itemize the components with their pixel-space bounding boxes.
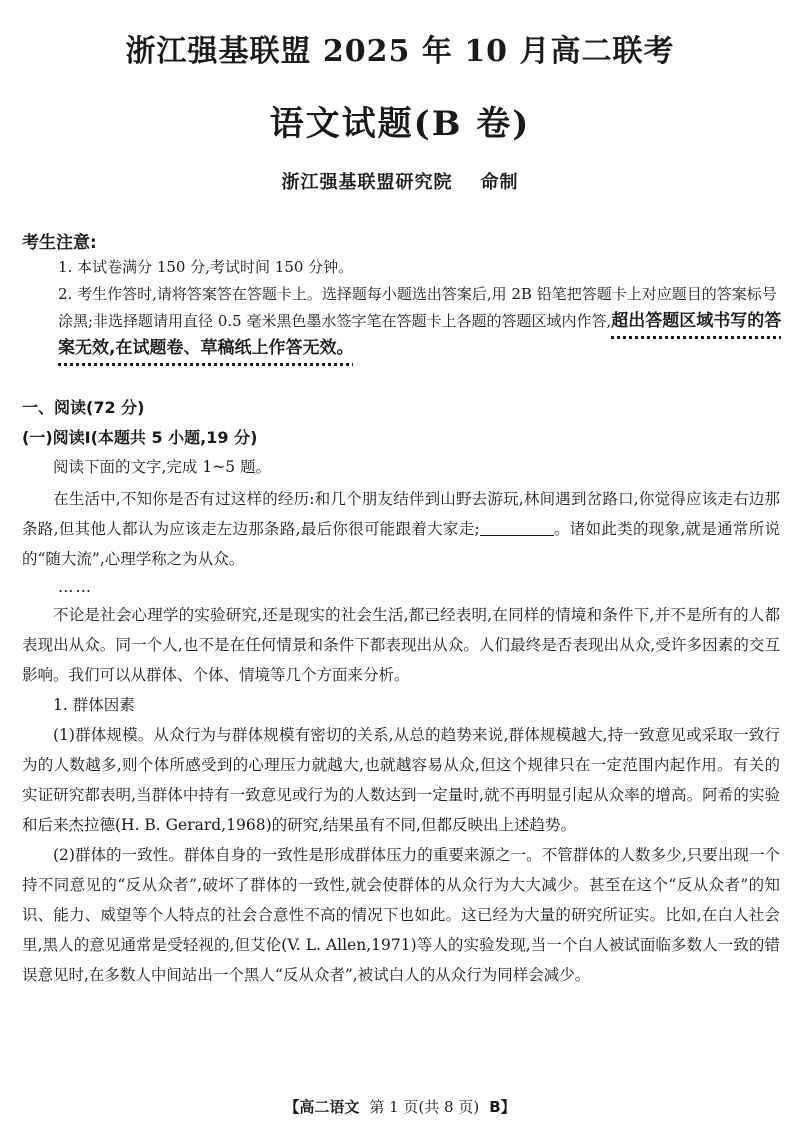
subsection-title: (一)阅读Ⅰ(本题共 5 小题,19 分)	[22, 428, 258, 447]
passage	[22, 452, 780, 990]
author-role: 命制	[480, 172, 519, 193]
passage-paragraph-2: 不论是社会心理学的实验研究,还是现实的社会生活,都已经表明,在同样的情境和条件下,并不是所有的人都表现出从众。同一个人,也不是在任何情景和条件下都表现出从众。人们最终是否表现出从众,受许多因素的交互影响。我们可以从群体、个体、情境等几个方面来分析。	[22, 606, 780, 684]
notice-item-2-text: 2. 考生作答时,请将答案答在答题卡上。选择题每小题选出答案后,用 2B 铅笔把答题卡上对应题目的答案标号涂黑;非选择题请用直径 0.5 毫米黑色墨水签字笔在答题卡上各题的答题区域内作答,	[58, 285, 777, 330]
footer-page-number: 第 1 页(共 8 页)	[369, 1098, 480, 1116]
section-title: 一、阅读(72 分)	[22, 398, 145, 417]
author-org: 浙江强基联盟研究院	[281, 172, 453, 193]
notice-item-2-emphasis: 超出答题区域书写的答案无效,在试题卷、草稿纸上作答无效。	[58, 311, 782, 358]
passage-heading-group-factors: 1. 群体因素	[53, 696, 135, 714]
page-footer	[0, 1096, 800, 1117]
exam-subtitle: 语文试题(B 卷)	[269, 104, 531, 144]
paragraph-1-text-after: 。诸如此类的现象,就是通常所说的“随大流”,心理学称之为从众。	[22, 520, 780, 568]
notice-title: 考生注意:	[22, 233, 97, 253]
ellipsis: ……	[58, 578, 93, 596]
author-line	[0, 168, 800, 194]
exam-title: 浙江强基联盟 2025 年 10 月高二联考	[125, 34, 675, 69]
paragraph-1-text: 在生活中,不知你是否有过这样的经历:和几个朋友结伴到山野去游玩,林间遇到岔路口,你觉得应该走右边那条路,但其他人都认为应该走左边那条路,最后你很可能跟着大家走;	[22, 490, 780, 538]
notice-item-1: 1. 本试卷满分 150 分,考试时间 150 分钟。	[58, 258, 354, 276]
reading-instruction: 阅读下面的文字,完成 1~5 题。	[53, 458, 271, 476]
passage-paragraph-3: (1)群体规模。从众行为与群体规模有密切的关系,从总的趋势来说,群体规模越大,持一致意见或采取一致行为的人数越多,则个体所感受到的心理压力就越大,也就越容易从众,但这个规律只在一定范围内起作用。有关的实证研究都表明,当群体中持有一致意见或行为的人数达到一定量时,就不再明显引起从众率的增高。阿希的实验和后来杰拉德(H. B. Gerard,1968)的研究,结果虽有不同,但都反映出上述趋势。	[22, 726, 780, 834]
notice-list	[58, 254, 788, 362]
fill-in-blank	[480, 517, 554, 536]
notice-item-2	[58, 281, 788, 362]
footer-right: B】	[489, 1098, 516, 1116]
passage-paragraph-4: (2)群体的一致性。群体自身的一致性是形成群体压力的重要来源之一。不管群体的人数多少,只要出现一个持不同意见的“反从众者”,破坏了群体的一致性,就会使群体的从众行为大大减少。甚至在这个“反从众者”的知识、能力、威望等个人特点的社会合意性不高的情况下也如此。这已经为大量的研究所证实。比如,在白人社会里,黑人的意见通常是受轻视的,但艾伦(V. L. Allen,1971)等人的实验发现,当一个白人被试面临多数人一致的错误意见时,在多数人中间站出一个黑人“反从众者”,被试白人的从众行为同样会减少。	[22, 846, 780, 984]
passage-paragraph-1	[22, 484, 780, 574]
footer-left: 【高二语文	[284, 1098, 360, 1116]
